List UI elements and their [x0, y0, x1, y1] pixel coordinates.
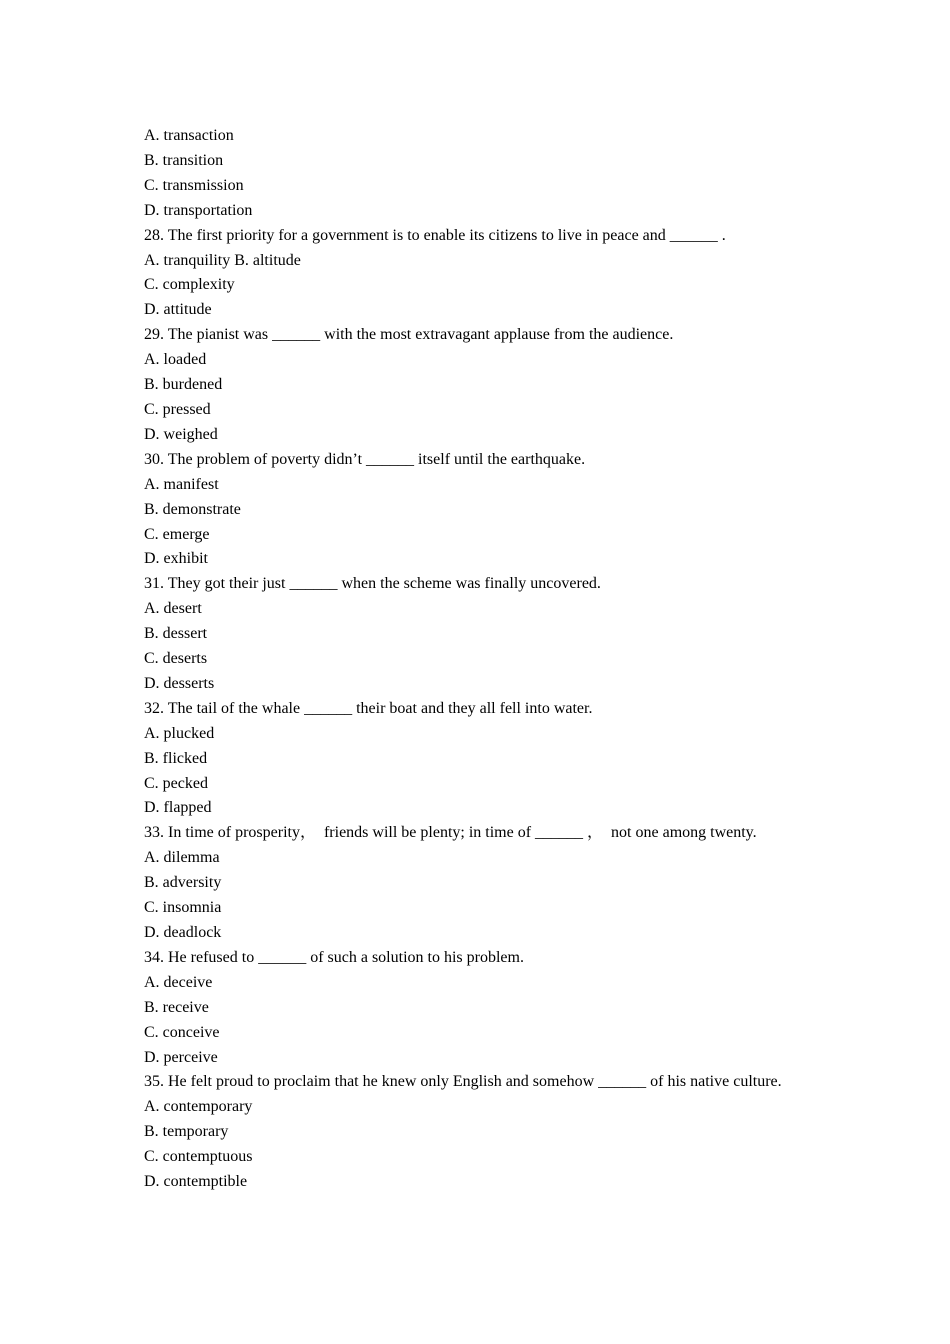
answer-option: B. dessert: [144, 625, 208, 643]
answer-option: B. adversity: [144, 874, 222, 892]
answer-option: A. manifest: [144, 475, 219, 493]
answer-option: A. loaded: [144, 351, 207, 369]
answer-option: D. deadlock: [144, 924, 222, 941]
question-text: 33. In time of prosperity， friends will be plenty; in time of ______ ， not one among twenty.: [144, 824, 757, 842]
answer-option: C. deserts: [144, 650, 208, 668]
answer-option: D. exhibit: [144, 550, 208, 568]
question-text: 34. He refused to ______ of such a solution to his problem.: [144, 948, 524, 966]
answer-option: C. insomnia: [144, 899, 222, 917]
answer-option: C. contemptuous: [144, 1148, 253, 1166]
answer-option: A. dilemma: [144, 849, 220, 867]
question-text: 31. They got their just ______ when the scheme was finally uncovered.: [144, 575, 601, 593]
answer-option: D. flapped: [144, 799, 212, 817]
question-text: 35. He felt proud to proclaim that he knew only English and somehow ______ of his native culture.: [144, 1073, 782, 1091]
question-text: 30. The problem of poverty didn’t ______ itself until the earthquake.: [144, 450, 586, 468]
answer-option: A. tranquility B. altitude: [144, 251, 301, 269]
answer-option: B. transition: [144, 151, 224, 169]
answer-option: A. deceive: [144, 973, 213, 991]
answer-option: B. burdened: [144, 376, 223, 394]
question-text: 29. The pianist was ______ with the most extravagant applause from the audience.: [144, 326, 674, 344]
answer-option: B. receive: [144, 998, 209, 1016]
answer-option: B. flicked: [144, 749, 208, 767]
answer-option: C. conceive: [144, 1023, 220, 1041]
answer-option: A. plucked: [144, 724, 215, 742]
answer-option: B. demonstrate: [144, 500, 241, 518]
answer-option: A. desert: [144, 600, 202, 618]
answer-option: C. complexity: [144, 276, 235, 294]
answer-option: C. pressed: [144, 400, 211, 418]
question-text: 28. The first priority for a government is to enable its citizens to live in peace and ______ .: [144, 226, 726, 244]
question-text: 32. The tail of the whale ______ their boat and they all fell into water.: [144, 699, 593, 717]
answer-option: A. transaction: [144, 127, 234, 144]
answer-option: A. contemporary: [144, 1098, 253, 1116]
document-page: [144, 124, 806, 1195]
answer-option: C. pecked: [144, 774, 208, 792]
answer-option: C. transmission: [144, 176, 244, 194]
answer-option: D. contemptible: [144, 1173, 248, 1191]
answer-option: D. desserts: [144, 674, 215, 692]
answer-option: B. temporary: [144, 1123, 229, 1141]
answer-option: D. weighed: [144, 425, 218, 443]
answer-option: D. attitude: [144, 301, 212, 319]
answer-option: D. transportation: [144, 201, 253, 219]
answer-option: C. emerge: [144, 525, 210, 543]
answer-option: D. perceive: [144, 1048, 218, 1066]
